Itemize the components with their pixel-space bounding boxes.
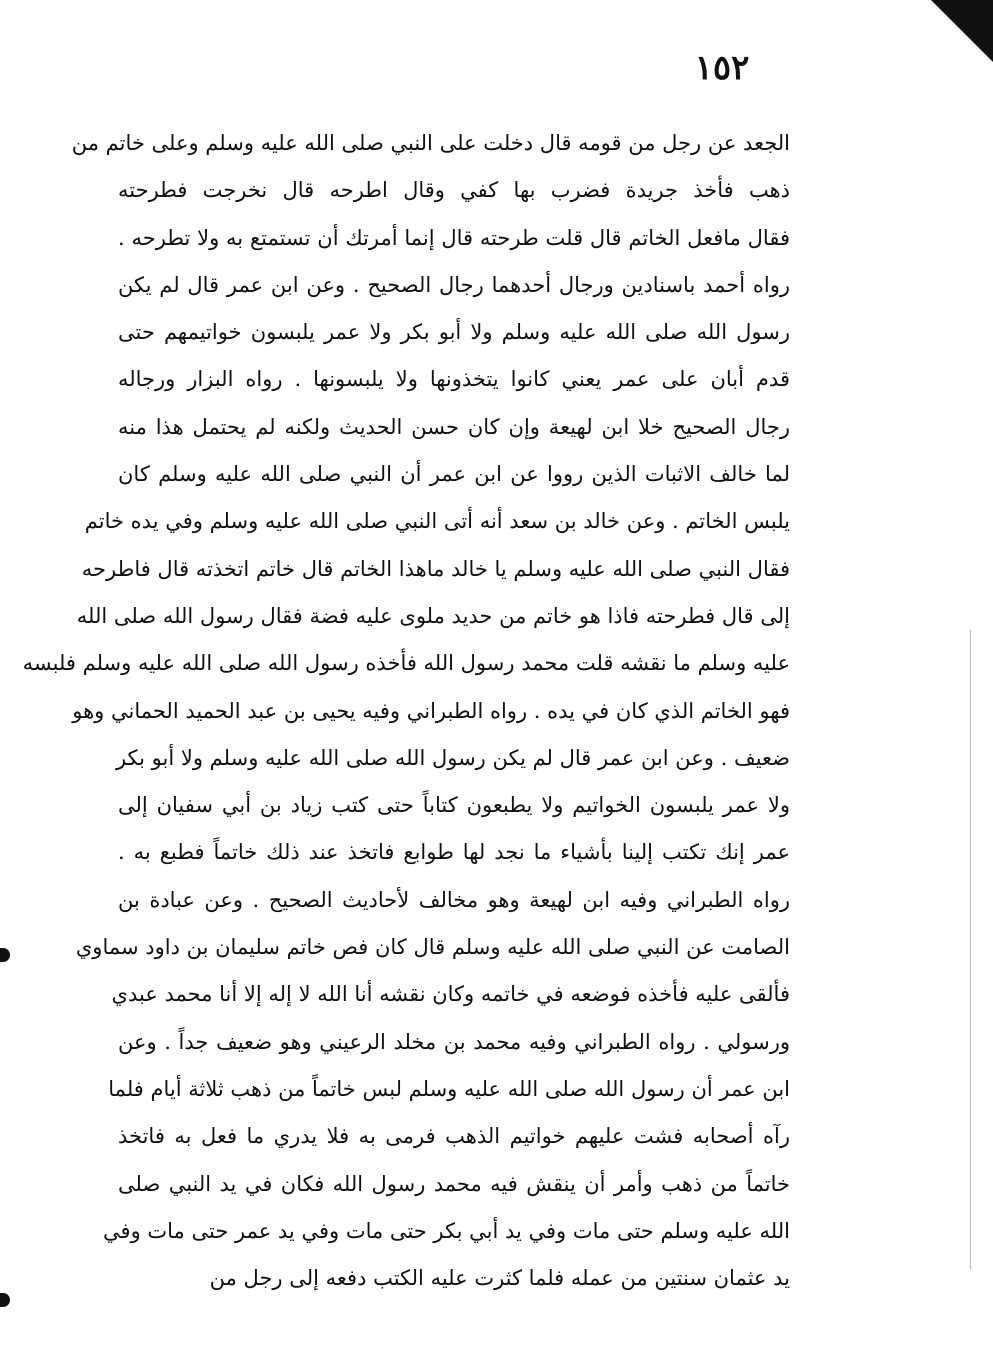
text-line: يد عثمان سنتين من عمله فلما كثرت عليه الكتب دفعه إلى رجل من bbox=[209, 1266, 790, 1291]
text-line: فقال مافعل الخاتم قال قلت طرحته قال إنما أمرتك أن تستمتع به ولا تطرحه . bbox=[118, 225, 790, 250]
page-edge-rule bbox=[970, 630, 971, 1270]
scan-edge-mark bbox=[0, 1293, 10, 1307]
text-line: ضعيف . وعن ابن عمر قال لم يكن رسول الله صلى الله عليه وسلم ولا أبو بكر bbox=[115, 745, 790, 770]
text-line: فهو الخاتم الذي كان في يده . رواه الطبراني وفيه يحيى بن عبد الحميد الحماني وهو bbox=[72, 698, 790, 723]
text-line: الله عليه وسلم حتى مات وفي يد أبي بكر حتى مات وفي يد عمر حتى مات وفي bbox=[103, 1218, 790, 1243]
text-line: خاتماً من ذهب وأمر أن ينقش فيه محمد رسول الله فكان في يد النبي صلى bbox=[118, 1171, 790, 1196]
text-line: لما خالف الاثبات الذين رووا عن ابن عمر أن النبي صلى الله عليه وسلم كان bbox=[118, 462, 790, 487]
text-line: ولا عمر يلبسون الخواتيم ولا يطبعون كتاباً حتى كتب زياد بن أبي سفيان إلى bbox=[118, 793, 790, 818]
scan-edge-mark bbox=[0, 948, 10, 962]
text-line: رسول الله صلى الله عليه وسلم ولا أبو بكر ولا عمر يلبسون خواتيمهم حتى bbox=[118, 320, 790, 345]
body-text bbox=[22, 120, 790, 1302]
text-line: ذهب فأخذ جريدة فضرب بها كفي وقال اطرحه قال نخرجت فطرحته bbox=[118, 178, 790, 203]
text-line: رآه أصحابه فشت عليهم خواتيم الذهب فرمى به فلا يدري ما فعل به فاتخذ bbox=[118, 1124, 790, 1149]
text-line: ورسولي . رواه الطبراني وفيه محمد بن مخلد الرعيني وهو ضعيف جداً . وعن bbox=[118, 1029, 790, 1054]
text-line: الجعد عن رجل من قومه قال دخلت على النبي صلى الله عليه وسلم وعلى خاتم من bbox=[71, 131, 790, 155]
text-line: الصامت عن النبي صلى الله عليه وسلم قال كان فص خاتم سليمان بن داود سماوي bbox=[75, 935, 790, 960]
text-line: ابن عمر أن رسول الله صلى الله عليه وسلم لبس خاتماً من ذهب ثلاثة أيام فلما bbox=[108, 1076, 790, 1101]
text-line: رواه الطبراني وفيه ابن لهيعة وهو مخالف لأحاديث الصحيح . وعن عبادة بن bbox=[118, 887, 790, 912]
text-line: عمر إنك تكتب إلينا بأشياء ما نجد لها طوابع فاتخذ عند ذلك خاتماً فطبع به . bbox=[118, 840, 790, 865]
text-line: قدم أبان على عمر يعني كانوا يتخذونها ولا يلبسونها . رواه البزار ورجاله bbox=[118, 367, 790, 392]
text-line: فألقى عليه فأخذه فوضعه في خاتمه وكان نقشه أنا الله لا إله إلا أنا محمد عبدي bbox=[111, 982, 790, 1007]
text-line: رواه أحمد باسنادين ورجال أحدهما رجال الصحيح . وعن ابن عمر قال لم يكن bbox=[118, 272, 790, 297]
text-line: إلى قال فطرحته فاذا هو خاتم من حديد ملوى عليه فضة فقال رسول الله صلى الله bbox=[76, 603, 790, 628]
text-line: رجال الصحيح خلا ابن لهيعة وإن كان حسن الحديث ولكنه لم يحتمل هذا منه bbox=[118, 414, 790, 439]
text-line: يلبس الخاتم . وعن خالد بن سعد أنه أتى النبي صلى الله عليه وسلم وفي يده خاتم bbox=[84, 509, 790, 534]
page-corner-mark bbox=[931, 0, 993, 62]
text-line: فقال النبي صلى الله عليه وسلم يا خالد ماهذا الخاتم قال خاتم اتخذته قال فاطرحه bbox=[81, 556, 790, 581]
text-line: عليه وسلم ما نقشه قلت محمد رسول الله فأخذه رسول الله صلى الله عليه وسلم فلبسه bbox=[22, 651, 790, 676]
page-number: ١٥٢ bbox=[694, 48, 750, 88]
